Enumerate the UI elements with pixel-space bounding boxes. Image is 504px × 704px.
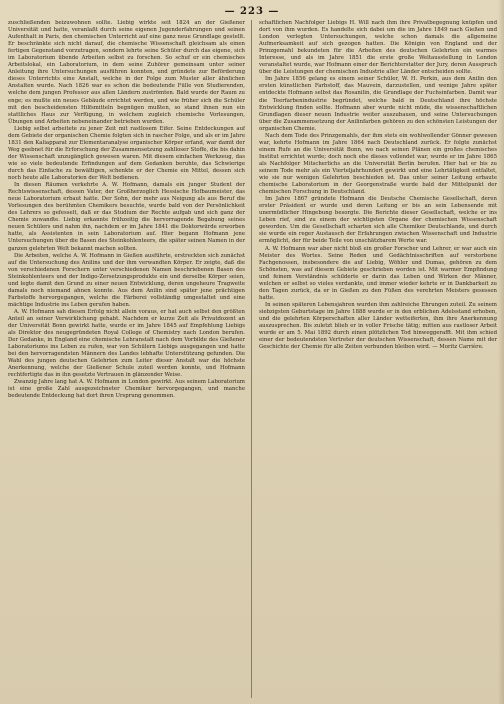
right-paragraph-4: Im Jahre 1867 gründete Hofmann die Deutsche Chemische Gesellschaft, deren erster Präsident er wurde und deren Leitung er bis an sein Lebensende mit unermüdlicher Hingebung besorgte. Die Berichte dieser Gesellschaft, welche er ins Leben rief, sind zu einem der wichtigsten Organe der chemischen Wissenschaft geworden. Um die Gesellschaft scharten sich alle Chemiker Deutschlands, und durch sie wurde ein reger Austausch der Erfahrungen zwischen Wissenschaft und Industrie ermöglicht, der für beide Teile von unschätzbarem Werte war. — [259, 196, 497, 245]
left-paragraph-1: zuschließenden beizuwohnen sollte. Liebig wirkte seit 1824 an der Gießener Universität und hatte, veranlaßt durch seine eigenen Jugenderfahrungen und seinen Aufenthalt in Paris, den chemischen Unterricht auf eine ganz neue Grundlage gestellt. Er beschränkte sich nicht darauf, die chemische Wissenschaft gleichsam als einen fertigen Gegenstand vorzutragen, sondern lehrte seine Schüler durch das eigene, sich im Laboratorium übende Arbeiten selbst zu forschen. So schuf er ein chemisches Arbeitslokal, ein Laboratorium, in dem seine Zuhörer gemeinsam unter seiner Anleitung ihre Untersuchungen ausführen konnten, und gründete zur Beförderung dieses Unterrichts eine Anstalt, welche in der Folge zum Muster aller ähnlichen Anstalten wurde. Nach 1826 war es schon die bedeutende Fülle von Studierenden, welche dem jungen Professor aus allen Ländern zuströmten. Bald wurde der Raum zu enge; es mußte ein neues Gebäude errichtet werden, und wie früher sich die Schüler mit den bescheidensten Hilfsmitteln begnügen mußten, so stand ihnen nun ein stattliches Haus zur Verfügung, in welchem zugleich chemische Vorlesungen, Übungen und Arbeiten nebeneinander betrieben wurden. — [8, 20, 245, 125]
right-paragraph-6: In seinen späteren Lebensjahren wurden ihm zahlreiche Ehrungen zuteil. Zu seinem siebzigsten Geburtstage im Jahre 1888 wurde er in den erblichen Adelsstand erhoben, und die gelehrten Körperschaften aller Länder wetteiferten, ihm ihre Anerkennung auszusprechen. Bis zuletzt blieb er in voller Frische tätig; mitten aus rastloser Arbeit wurde er am 5. Mai 1892 durch einen plötzlichen Tod hinweggerafft. Mit ihm schied einer der bedeutendsten Vertreter der deutschen Wissenschaft, dessen Name mit der Geschichte der Chemie für alle Zeiten verbunden bleiben wird. — Moritz Carrière. — [259, 301, 497, 351]
right-paragraph-2: Im Jahre 1856 gelang es einem seiner Schüler, W. H. Perkin, aus dem Anilin den ersten künstlichen Farbstoff, das Mauvein, darzustellen, und wenige Jahre später entdeckte Hofmann selbst das Rosanilin, die Grundlage der Fuchsinfarben. Damit war die Teerfarbenindustrie begründet, welche bald in Deutschland ihre höchste Entwicklung finden sollte. Hofmann aber wurde nicht müde, die wissenschaftlichen Grundlagen dieser neuen Industrie weiter auszubauen, und seine Untersuchungen über die Zusammensetzung der Anilinfarben gehören zu den schönsten Leistungen der organischen Chemie. — [259, 76, 497, 132]
column-divider — [251, 20, 252, 698]
right-paragraph-1: schaftlichen Nachfolger Liebigs H. Will nach ihm ihre Privatbegegnung knüpfen und dort von ihm wurden. Es handelte sich dabei um die im Jahre 1849 nach Gießen und London verlegten Untersuchungen, welche schon damals die allgemeine Aufmerksamkeit auf sich gezogen hatten. Die Königin von England und der Prinzgemahl bekundeten für die Arbeiten des deutschen Gelehrten ein warmes Interesse, und als im Jahre 1851 die erste große Weltausstellung in London veranstaltet wurde, war Hofmann einer der Berichterstatter der Jury, deren Ausspruch über die Leistungen der chemischen Industrie aller Länder entscheiden sollte. — [259, 20, 497, 76]
right-paragraph-5: A. W. Hofmann war aber nicht bloß ein großer Forscher und Lehrer, er war auch ein Meister des Wortes. Seine Reden und Gedächtnisschriften auf verstorbene Fachgenossen, insbesondere die auf Liebig, Wöhler und Dumas, gehören zu dem Schönsten, was auf diesem Gebiete geschrieben worden ist. Mit warmer Empfindung und feinem Verständnis schilderte er darin das Leben und Wirken der Männer, welchen er selbst so vieles verdankte, und immer wieder kehrte er in Dankbarkeit zu den Tagen zurück, da er in Gießen zu den Füßen des verehrten Meisters gesessen hatte. — [259, 245, 497, 301]
right-paragraph-3: Nach dem Tode des Prinzgemahls, der ihm stets ein wohlwollender Gönner gewesen war, kehrte Hofmann im Jahre 1864 nach Deutschland zurück. Er folgte zunächst einem Rufe an die Universität Bonn, wo nach seinen Plänen ein großes chemisches Institut errichtet wurde; doch noch ehe dieses vollendet war, wurde er im Jahre 1865 als Nachfolger Mitscherlichs an die Universität Berlin berufen. Hier hat er bis zu seinem Tode mehr als ein Vierteljahrhundert gewirkt und eine Lehrtätigkeit entfaltet, wie sie nur wenigen Gelehrten beschieden ist. Das unter seiner Leitung erbaute chemische Laboratorium in der Georgenstraße wurde bald der Mittelpunkt der chemischen Forschung in Deutschland. — [259, 132, 497, 196]
page-number: — 223 — — [224, 6, 280, 17]
left-paragraph-4: Die Arbeiten, welche A. W. Hofmann in Gießen ausführte, erstreckten sich zunächst auf die Untersuchung des Anilins und der ihm verwandten Körper. Er zeigte, daß die von verschiedenen Forschern unter verschiedenen Namen beschriebenen Basen des Steinkohlenteers und der Indigo-Zersetzungsprodukte ein und derselbe Körper seien, und legte damit den Grund zu einer neuen Entwicklung, deren ungeheure Tragweite damals noch niemand ahnen konnte. Aus dem Anilin sind später jene prächtigen Farbstoffe hervorgegangen, welche die Färberei vollständig umgestaltet und eine mächtige Industrie ins Leben gerufen haben. — [8, 252, 245, 308]
right-text-column — [259, 20, 497, 700]
left-paragraph-3: In diesen Räumen verkehrte A. W. Hofmann, damals ein junger Student der Rechtswissenschaft, dessen Vater, der Großherzoglich Hessische Hofbaumeister, das neue Laboratorium erbaut hatte. Der Sohn, der mehr aus Neigung als aus Beruf die Vorlesungen des berühmten Chemikers besuchte, wurde bald von der Persönlichkeit des Lehrers so gefesselt, daß er das Studium der Rechte aufgab und sich ganz der Chemie zuwandte. Liebig erkannte frühzeitig die hervorragende Begabung seines neuen Schülers und nahm ihn, nachdem er im Jahre 1841 die Doktorwürde erworben hatte, als Assistenten in sein Laboratorium auf. Hier begann Hofmann jene Untersuchungen über die Basen des Steinkohlenteers, die später seinen Namen in der ganzen gelehrten Welt bekannt machen sollten. — [8, 182, 245, 252]
left-paragraph-5: A. W. Hofmann sah diesen Erfolg nicht allein voraus, er hat auch selbst den größten Anteil an seiner Verwirklichung gehabt. Nachdem er kurze Zeit als Privatdozent an der Universität Bonn gewirkt hatte, wurde er im Jahre 1845 auf Empfehlung Liebigs als Direktor des neugegründeten Royal College of Chemistry nach London berufen. Der Gedanke, in England eine chemische Lehranstalt nach dem Vorbilde des Gießener Laboratoriums ins Leben zu rufen, war von Schülern Liebigs ausgegangen und hatte bei den hervorragendsten Männern des Landes lebhafte Unterstützung gefunden. Die Wahl des jungen deutschen Gelehrten zum Leiter dieser Anstalt war die höchste Anerkennung, welche der Gießener Schule zuteil werden konnte, und Hofmann rechtfertigte das in ihn gesetzte Vertrauen in glänzender Weise. — [8, 308, 245, 379]
left-paragraph-2: Liebig selbst arbeitete zu jener Zeit mit rastlosem Eifer. Seine Entdeckungen auf dem Gebiete der organischen Chemie folgten sich in rascher Folge, und als er im Jahre 1831 den Kaliapparat zur Elementaranalyse organischer Körper erfand, war damit der Weg geebnet für die Erforschung der Zusammensetzung zahlloser Stoffe, die bis dahin der Wissenschaft unzugänglich gewesen waren. Mit diesem einfachen Werkzeug, das wie so viele bedeutende Erfindungen auf dem Gedanken beruhte, das Schwierige durch das Einfache zu bewältigen, schenkte er der Chemie ein Mittel, dessen sich noch heute alle Laboratorien der Welt bedienen. — [8, 125, 245, 182]
page-edge-shadow — [498, 0, 504, 704]
left-text-column — [8, 20, 245, 700]
left-paragraph-6: Zwanzig Jahre lang hat A. W. Hofmann in London gewirkt. Aus seinem Laboratorium ist eine große Zahl ausgezeichneter Chemiker hervorgegangen, und manche bedeutende Entdeckung hat dort ihren Ursprung genommen. — [8, 379, 245, 400]
